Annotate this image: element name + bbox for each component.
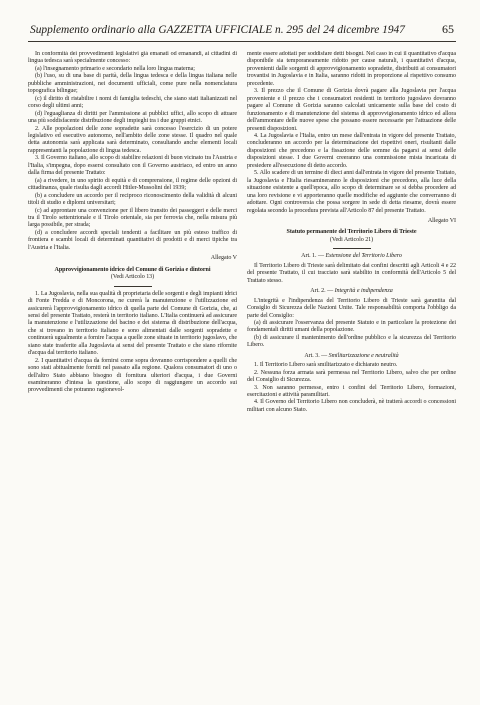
paragraph: (b) a concludere un accordo per il reciproco riconoscimento della validità di alcuni titoli di studio e diplomi universitari; <box>28 192 237 207</box>
annex-label: Allegato VI <box>427 217 456 224</box>
section-title: Approvvigionamento idrico del Comune di Gorizia e dintorni <box>54 266 211 273</box>
paragraph: 3. Il Governo italiano, allo scopo di stabilire relazioni di buon vicinato tra l'Austria e l'Italia, s'impegna, dopo essersi consultato con il Governo austriaco, ed entro un anno dalla firma del presente Trattato: <box>28 155 237 177</box>
article-title: Estensione del Territorio Libero <box>325 253 402 260</box>
header-title: Supplemento ordinario alla GAZZETTA UFFICIALE n. 295 del 24 dicembre 1947 <box>30 24 405 36</box>
paragraph: 1. La Jugoslavia, nella sua qualità di proprietaria delle sorgenti e degli impianti idrici di Fonte Fredda e di Moncorona, ne curerà la manutenzione e l'utilizzazione ed assicurerà l'approvvigionamento idrico di quella parte del Comune di Gorizia, che, ai sensi del presente Trattato, resterà in territorio italiano. L'Italia continuerà ad assicurare la manutenzione e l'utilizzazione del bacino e dei sistema di distribuzione dell'acqua, che si trovano in territorio italiano e sono alimentati dalle sorgenti sopradette e continuerà ugualmente a fornire l'acqua a quelle zone situate in territorio jugoslavo, che siano state trasferite alla Jugoslavia ai sensi del presente Trattato e che siano rifornite d'acqua dal territorio italiano. <box>28 290 237 357</box>
paragraph: (b) l'uso, su di una base di parità, della lingua tedesca e della lingua italiana nelle pubbliche amministrazioni, nei documenti ufficiali, come pure nella nomenclatura topografica bilingue; <box>28 73 237 95</box>
section-divider <box>114 286 152 287</box>
paragraph: 4. La Jugoslavia e l'Italia, entro un mese dall'entrata in vigore del presente Trattato, concluderanno un accordo per la determinazione dei rispettivi oneri, risultanti dalle disposizioni che precedono e la fissazione delle somme da pagarsi ai sensi delle disposizioni stesse. I due Governi creeranno una commissione mista incaricata di presiedere all'esecuzione di detto accordo. <box>247 132 456 169</box>
page-number: 65 <box>442 22 454 36</box>
paragraph-continued: mente essere adottati per soddisfare detti bisogni. Nel caso in cui il quantitativo d'acqua disponibile sia temporaneamente ridotto per cause naturali, i quantitativi d'acqua, provenienti dalle sorgenti di approvvigionamento sopradette, distribuiti ai consumatori trovantisi in Jugoslavia e in Italia, saranno ridotti in proporzione al rispettivo consumo precedente. <box>247 51 456 87</box>
section-reference: (Vedi Articolo 21) <box>329 236 374 243</box>
article-heading <box>247 353 456 360</box>
paragraph: 2. Nessuna forza armata sarà permessa nel Territorio Libero, salvo che per ordine del Consiglio di Sicurezza. <box>247 369 456 384</box>
paragraph: Il Territorio Libero di Trieste sarà delimitato dai confini descritti agli Articoli 4 e 22 del presente Trattato, il cui tracciato sarà stabilito in conformità dell'Articolo 5 del Trattato stesso. <box>247 262 456 284</box>
article-heading <box>247 288 456 295</box>
paragraph: (b) di assicurare il mantenimento dell'ordine pubblico e la sicurezza del Territorio Libero. <box>247 334 456 349</box>
article-number: Art. 2. — <box>310 288 335 295</box>
right-column <box>247 51 456 691</box>
paragraph: (a) di assicurare l'osservanza del presente Statuto e in particolare la protezione dei fondamentali diritti umani della popolazione. <box>247 319 456 334</box>
article-number: Art. 3. — <box>304 352 329 359</box>
paragraph: 2. Alle popolazioni delle zone sopradette sarà concesso l'esercizio di un potere legislativo ed esecutivo autonomo, nell'ambito delle zone stesse. Il quadro nel quale detta autonomia sarà applicata sarà determinato, consultando anche elementi locali rappresentanti la popolazione di lingua tedesca. <box>28 125 237 154</box>
paragraph: In conformità dei provvedimenti legislativi già emanati od emanandi, ai cittadini di lingua tedesca sarà specialmente concesso: <box>28 51 237 65</box>
text-columns <box>28 51 456 691</box>
paragraph: 1. Il Territorio Libero sarà smilitarizzato e dichiarato neutro. <box>254 362 398 369</box>
paragraph: (a) a rivedere, in uno spirito di equità e di comprensione, il regime delle opzioni di cittadinanza, quale risulta dagli accordi Hitler-Mussolini del 1939; <box>28 177 237 192</box>
section-reference: (Vedi Articolo 13) <box>110 274 155 281</box>
article-heading <box>247 253 456 260</box>
paragraph: (c) il diritto di ristabilire i nomi di famiglia tedeschi, che siano stati italianizzati nel corso degli ultimi anni; <box>28 95 237 110</box>
annex-label: Allegato V <box>210 255 237 262</box>
paragraph: 2. I quantitativi d'acqua da fornirsi come sopra dovranno corrispondere a quelli che sono stati abitualmente forniti nel passato alla regione. Qualora consumatori di uno o dell'altro Stato abbiano bisogno di fornitura ulteriori d'acqua, i due Governi esamineranno d'intesa la questione, allo scopo di raggiungere un accordo sui provvedimenti che potranno ragionevol- <box>28 357 237 394</box>
article-title: Smilitarizzazione e neutralità <box>328 352 399 359</box>
paragraph: (c) ad approntare una convenzione per il libero transito dei passeggeri e delle merci tra il Tirolo settentrionale e il Tirolo orientale, sia per ferrovia che, nella misura più larga possibile, per strada; <box>28 207 237 229</box>
paragraph: 3. Non saranno permesse, entro i confini del Territorio Libero, formazioni, esercitazioni e attività paramilitari. <box>247 384 456 399</box>
paragraph: L'integrità e l'indipendenza del Territorio Libero di Trieste sarà garantita dal Consiglio di Sicurezza delle Nazioni Unite. Tale responsabilità comporta l'obbligo da parte del Consiglio: <box>247 297 456 319</box>
left-column <box>28 51 237 691</box>
article-number: Art. 1. — <box>301 253 326 260</box>
section-divider <box>333 248 371 249</box>
paragraph: 5. Allo scadere di un termine di dieci anni dall'entrata in vigore del presente Trattato, la Jugoslavia e l'Italia riesamineranno le disposizioni che precedono, alla luce della situazione esistente a quell'epoca, allo scopo di determinare se si debba procedere ad una loro revisione e vi apporteranno quelle modifiche ed aggiunte che converranno di adottare. Ogni controversia che possa sorgere in sede di detta riesame, dovrà essere regolata secondo la procedura prevista all'Articolo 87 del presente Trattato. <box>247 170 456 214</box>
article-title: Integrità e indipendenza <box>334 288 393 295</box>
section-title: Statuto permanente del Territorio Libero di Trieste <box>286 229 417 236</box>
paragraph: 3. Il prezzo che il Comune di Gorizia dovrà pagare alla Jugoslavia per l'acqua proveniente e il prezzo che i consumatori residenti in territorio jugoslavo dovranno pagare al Comune di Gorizia saranno calcolati unicamente sulla base del costo di funzionamento e di manutenzione del sistema di approvvigionamento idrico ed allora dell'ammontare delle nuove spese che possano essere necessarie per l'attuazione delle presenti disposizioni. <box>247 88 456 132</box>
running-header <box>28 22 456 42</box>
paragraph: (a) l'insegnamento primario e secondario nella loro lingua materna; <box>35 65 195 72</box>
paragraph: (d) l'eguaglianza di diritti per l'ammissione ai pubblici uffici, allo scopo di attuare una più soddisfacente distribuzione degli impieghi tra i due gruppi etnici. <box>28 110 237 125</box>
paragraph: (d) a concludere accordi speciali tendenti a facilitare un più esteso traffico di frontiera e scambi locali di determinati quantitativi di prodotti e di merci tipiche tra l'Austria e l'Italia. <box>28 229 237 251</box>
paragraph: 4. Il Governo del Territorio Libero non concluderà, nè tratterà accordi o concessioni militari con alcuno Stato. <box>247 399 456 413</box>
